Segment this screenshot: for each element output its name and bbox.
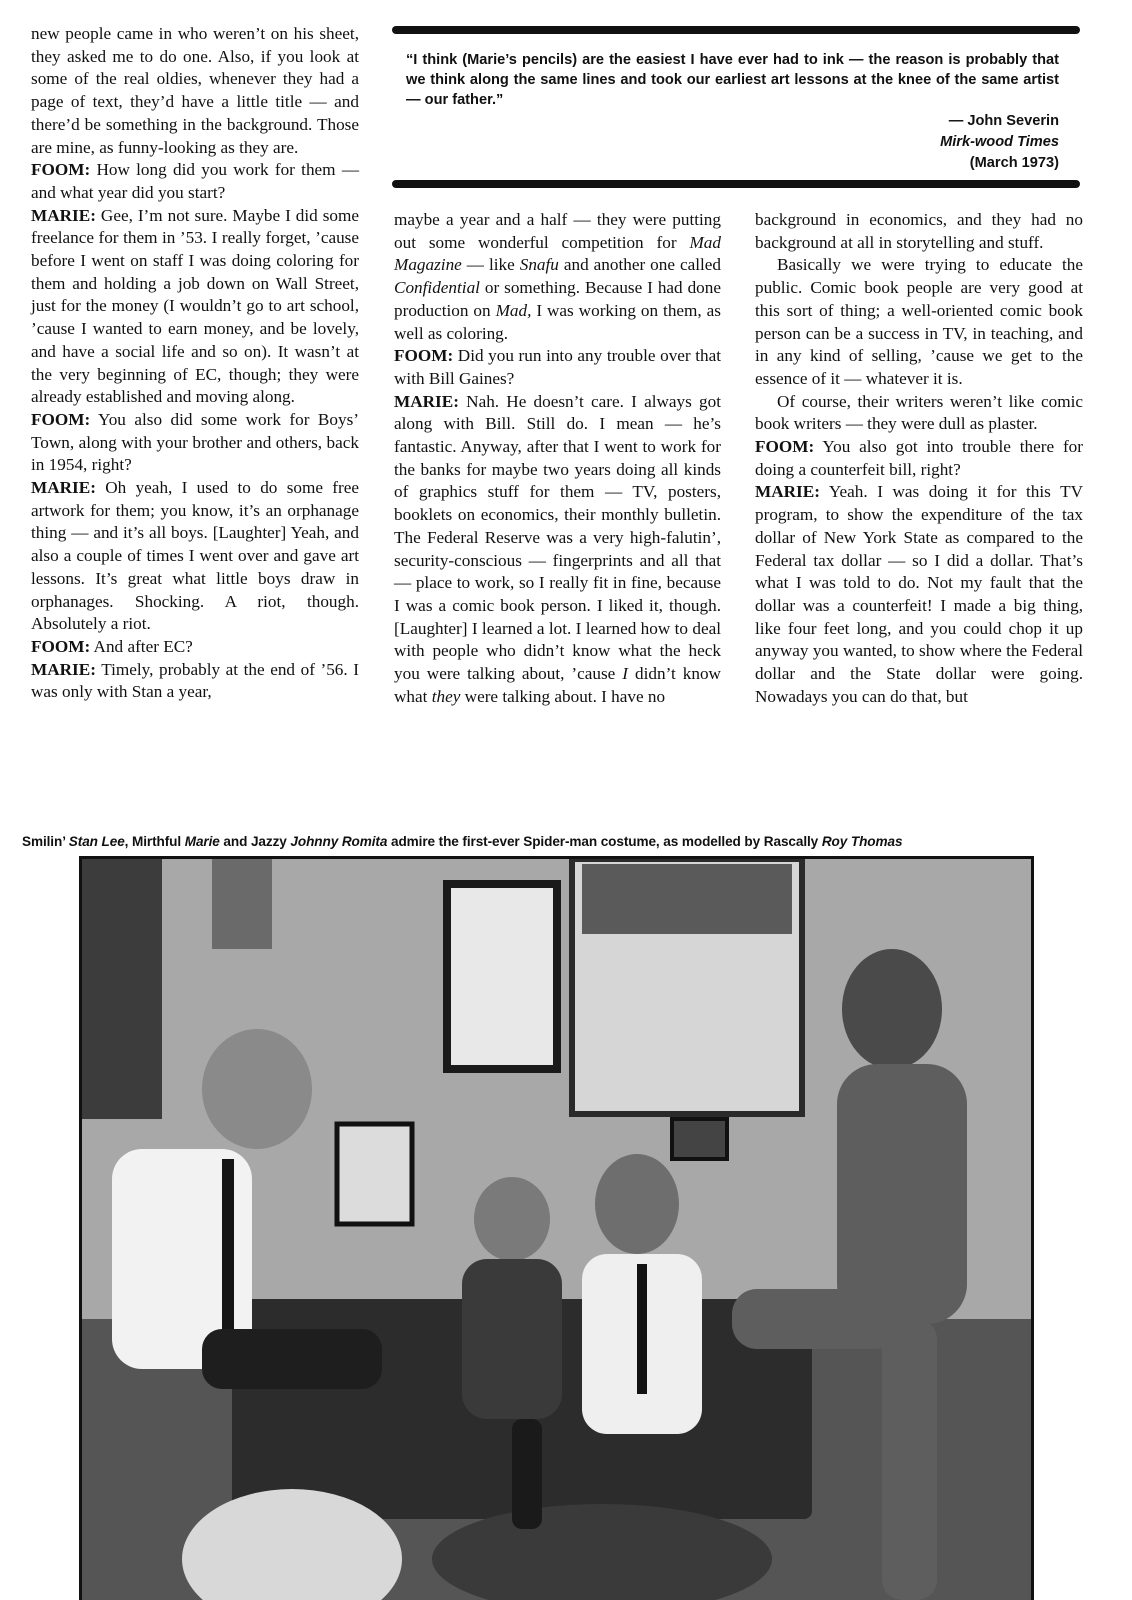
caption-run: admire the first-ever Spider-man costume, as modelled by Rascally (387, 834, 822, 849)
quote-top-rule (392, 26, 1080, 34)
framed-picture (672, 1119, 727, 1159)
paragraph: background in economics, and they had no background at all in storytelling and stuff. (755, 210, 1083, 252)
paragraph (394, 209, 721, 345)
interview-text: How long did you work for them — and what year did you start? (31, 160, 360, 202)
text-run: — like (461, 255, 520, 275)
spider-man-costume (837, 1064, 967, 1324)
caption-run: Smilin’ (22, 834, 69, 849)
interview-exchange (31, 636, 359, 659)
framed-picture (337, 1124, 412, 1224)
wall-picture (82, 859, 162, 1119)
necktie (222, 1159, 234, 1329)
text-run: I was working on them, as well as coloring. (394, 300, 721, 343)
pull-quote-attribution (406, 111, 1059, 174)
caption-name: Johnny Romita (290, 834, 388, 849)
spider-man-leg (732, 1289, 902, 1349)
interview-exchange (31, 477, 359, 636)
person-head (595, 1154, 679, 1254)
interview-exchange (31, 659, 359, 704)
interview-exchange (394, 391, 721, 709)
pull-quote-text: “I think (Marie’s pencils) are the easiest I have ever had to ink — the reason is probably that we think along the same lines and took our earliest art lessons at the knee of the same artist — our father.” (406, 52, 1059, 108)
framed-drawing (447, 884, 557, 1069)
photo-caption (22, 833, 1112, 851)
speaker-label: MARIE: (31, 659, 96, 679)
interview-exchange (31, 205, 359, 409)
speaker-label: MARIE: (755, 482, 820, 502)
article-column-2 (394, 209, 721, 708)
interview-text: Yeah. I was doing it for this TV program, to show the expenditure of the tax dollar of New York State as compared to the Federal tax dollar — so I did a dollar. That’s what I was told to do. Not my fault that the dollar was a counterfeit! I made a big thing, like four feet long, and you could chop it up anyway you wanted, to show where the Federal dollar and the State dollar were going. Nowadays you can do that, but (755, 482, 1083, 706)
magazine-title: Confidential (394, 278, 480, 298)
interview-text: And after EC? (93, 636, 193, 656)
interview-exchange (755, 436, 1083, 481)
text-run: were talking about. I have no (460, 686, 666, 706)
interview-text: You also got into trouble there for doing a counterfeit bill, right? (755, 437, 1083, 479)
interview-exchange (31, 159, 359, 204)
photo-illustration (82, 859, 1031, 1600)
interview-exchange (31, 409, 359, 477)
text-run: didn’t know what (394, 664, 721, 706)
speaker-label: MARIE: (31, 205, 96, 225)
magazine-title: Mad Magazine (394, 232, 721, 275)
text-run: or something. Because I had done production on (394, 278, 721, 320)
person-dress (462, 1259, 562, 1419)
speaker-label: FOOM: (31, 636, 91, 656)
spider-man-mask (842, 949, 942, 1069)
magazine-title: Mad, (495, 300, 532, 320)
text-run: maybe a year and a half — they were putting out some wonderful competition for (394, 210, 721, 252)
speaker-label: FOOM: (394, 346, 454, 366)
caption-run: and Jazzy (219, 834, 291, 849)
caption-run: , Mirthful (124, 834, 185, 849)
article-column-3 (755, 209, 1083, 708)
text-run: and another one called (558, 255, 722, 275)
person-head (202, 1029, 312, 1149)
interview-text: Oh yeah, I used to do some free artwork for them; you know, it’s an orphanage thing — and it’s all boys. [Laughter] Yeah, and also a couple of times I went over and gave art lessons. It’s great what little boys draw in orphanages. Shocking. A riot, though. Absolutely a riot. (31, 478, 359, 634)
group-photo (79, 856, 1034, 1600)
caption-name: Marie (184, 834, 220, 849)
speaker-label: FOOM: (31, 409, 91, 429)
article-column-1 (31, 23, 359, 704)
poster-artwork (582, 864, 792, 934)
text-run: Nah. He doesn’t care. I always got along with Bill. Still do. I mean — he’s fantastic. Anyway, after that I went to work for the banks for maybe two years doing all kinds of graphics stuff for them — TV, posters, booklets on economics, their monthly bulletin. The Federal Reserve was a very high-falutin’, security-conscious — fingerprints and all that — place to work, so I really fit in fine, because I was a comic book person. I liked it, though. [Laughter] I learned a lot. I learned how to deal with people who didn’t know what the heck you were talking about, ’cause (394, 391, 721, 684)
paragraph: new people came in who weren’t on his sheet, they asked me to do one. Also, if you look at some of the real oldies, whenever they had a page of text, they’d have a little title — and there’d be something in the background. Those are mine, as funny-looking as they are. (31, 24, 359, 157)
speaker-label: MARIE: (394, 391, 459, 411)
quote-author: — John Severin (948, 113, 1059, 129)
quote-bottom-rule (392, 180, 1080, 188)
interview-text: You also did some work for Boys’ Town, along with your brother and others, back in 1954, right? (31, 409, 359, 475)
magazine-title: Snafu (519, 255, 559, 275)
pull-quote (406, 50, 1059, 174)
interview-text: Did you run into any trouble over that with Bill Gaines? (394, 346, 722, 388)
necktie (637, 1264, 647, 1394)
paragraph: Of course, their writers weren’t like comic book writers — they were dull as plaster. (755, 391, 1083, 434)
speaker-label: MARIE: (31, 478, 96, 498)
paragraph: Basically we were trying to educate the public. Comic book people are very good at this sort of thing; a well-oriented comic book person can be a success in TV, in teaching, and in any kind of selling, ’cause we get to the essence of it — whatever it is. (755, 255, 1083, 388)
spider-man-leg (882, 1319, 937, 1600)
wall-picture (212, 859, 272, 949)
quote-publication: Mirk-wood Times (940, 134, 1059, 150)
interview-exchange (394, 345, 721, 390)
speaker-label: FOOM: (31, 160, 91, 180)
caption-name: Stan Lee (68, 834, 125, 849)
speaker-label: FOOM: (755, 437, 815, 457)
bottle (512, 1419, 542, 1529)
caption-name: Roy Thomas (821, 834, 903, 849)
person-trousers (202, 1329, 382, 1389)
emphasis: they (431, 686, 461, 706)
interview-exchange (755, 481, 1083, 708)
interview-text: Gee, I’m not sure. Maybe I did some freelance for them in ’53. I really forget, ’cause before I went on staff I was doing coloring for them and holding a job down on Wall Street, just for the money (I wouldn’t go to art school, ’cause I wanted to earn money, and be lovely, and have a social life and so on). It wasn’t at the very beginning of EC, though; they were already established and moving along. (31, 205, 360, 407)
quote-date: (March 1973) (969, 155, 1059, 171)
person-head (474, 1177, 550, 1261)
interview-text: Timely, probably at the end of ’56. I was only with Stan a year, (31, 659, 359, 702)
emphasis: I (622, 664, 629, 684)
